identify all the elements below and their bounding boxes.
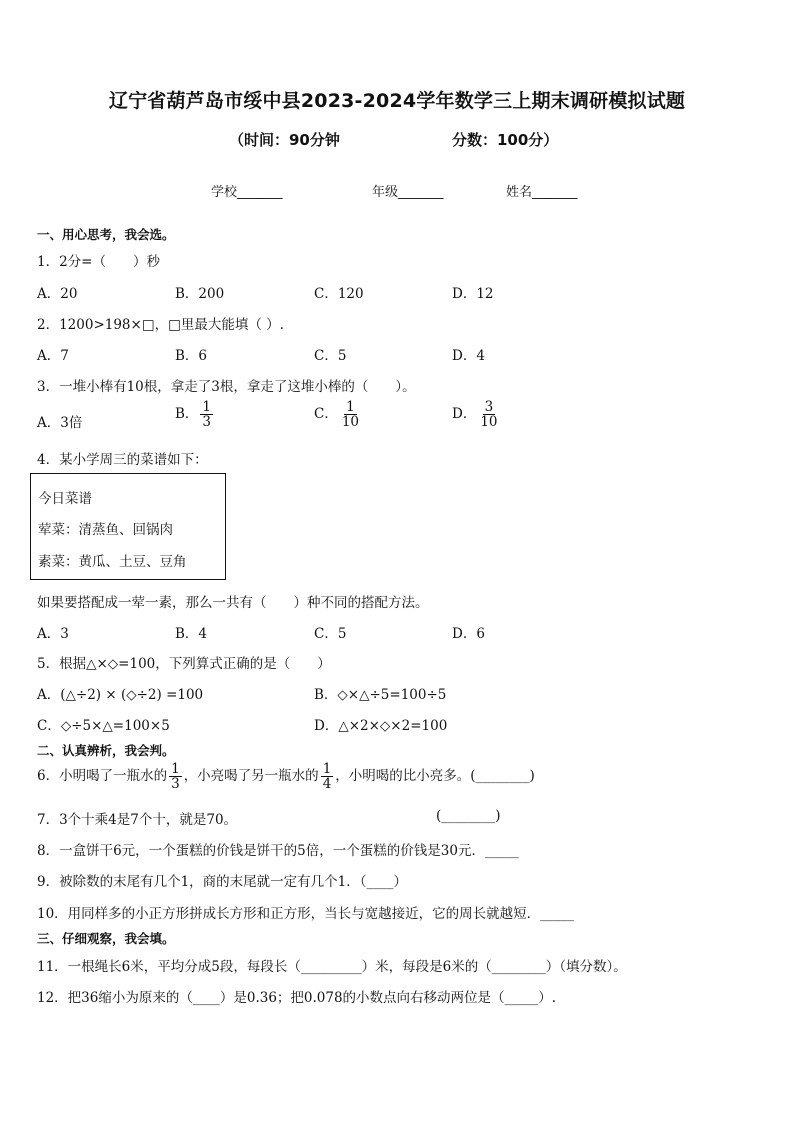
menu-meat-dishes: 荤菜：清蒸鱼、回锅肉 <box>38 522 173 538</box>
exam-score: 分数：100分） <box>452 131 559 149</box>
section-1-heading: 一、用心思考，我会选。 <box>37 227 175 242</box>
page-title: 辽宁省葫芦岛市绥中县2023-2024学年数学三上期末调研模拟试题 <box>108 90 686 112</box>
q6-fraction-1 <box>169 762 182 791</box>
q6-text-3: ，小明喝的比小亮多。(________) <box>335 768 535 785</box>
q3-option-d <box>452 400 502 429</box>
question-4-text: 如果要搭配成一荤一素，那么一共有（ ）种不同的搭配方法。 <box>37 595 429 611</box>
q2-option-d: D．4 <box>452 348 485 364</box>
q6-text-1: 6．小明喝了一瓶水的 <box>37 768 168 785</box>
question-10: 10．用同样多的小正方形拼成长方形和正方形，当长与宽越接近，它的周长就越短．_____ <box>37 906 574 922</box>
q1-option-d: D．12 <box>452 286 494 302</box>
fraction-numerator: 1 <box>171 761 180 777</box>
q5-option-d: D．△×2×◇×2=100 <box>314 718 448 734</box>
question-7: 7．3个十乘4是7个十，就是70。 <box>37 812 238 828</box>
fraction-numerator: 1 <box>322 761 332 777</box>
name-field: 姓名_______ <box>506 185 578 200</box>
q6-text-2: ，小亮喝了另一瓶水的 <box>183 768 319 785</box>
question-1: 1．2分=（ ）秒 <box>37 254 160 270</box>
q3-option-b <box>175 400 215 429</box>
q5-option-c: C．◇÷5×△=100×5 <box>37 718 170 734</box>
menu-veg-dishes: 素菜：黄瓜、土豆、豆角 <box>38 554 187 570</box>
fraction-denominator: 3 <box>171 776 180 793</box>
fraction-numerator: 1 <box>202 399 212 415</box>
q3-option-a: A．3倍 <box>37 415 83 431</box>
q2-option-c: C．5 <box>314 348 347 364</box>
fraction-denominator: 10 <box>480 414 498 431</box>
q3-option-c <box>314 400 363 429</box>
exam-time: （时间：90分钟 <box>229 131 340 149</box>
menu-title: 今日菜谱 <box>38 491 92 507</box>
q3-option-d-fraction <box>478 400 499 429</box>
question-12: 12．把36缩小为原来的（____）是0.36；把0.078的小数点向右移动两位是（_____）. <box>37 990 557 1006</box>
question-9: 9．被除数的末尾有几个1，商的末尾就一定有几个1．（____） <box>37 874 408 890</box>
q5-option-b: B．◇×△÷5=100÷5 <box>314 687 447 703</box>
fraction-denominator: 10 <box>341 414 360 431</box>
fraction-denominator: 4 <box>322 776 332 793</box>
q1-option-b: B．200 <box>175 286 225 302</box>
q5-option-a: A．(△÷2) × (◇÷2) =100 <box>37 687 204 703</box>
q4-option-d: D．6 <box>452 626 485 642</box>
q3-option-d-label: D． <box>452 406 477 423</box>
q6-fraction-2 <box>321 762 334 791</box>
section-2-heading: 二、认真辨析，我会判。 <box>37 743 175 758</box>
q3-option-c-label: C． <box>314 406 338 423</box>
question-2: 2．1200>198×□，□里最大能填（ ）. <box>37 317 284 333</box>
q1-option-a: A．20 <box>37 286 78 302</box>
q4-option-a: A．3 <box>37 626 69 642</box>
fraction-numerator: 1 <box>346 399 355 415</box>
fraction-numerator: 3 <box>484 399 494 415</box>
question-6 <box>37 762 535 791</box>
q3-option-c-fraction <box>340 400 361 429</box>
question-8: 8．一盒饼干6元，一个蛋糕的价钱是饼干的5倍，一个蛋糕的价钱是30元．_____ <box>37 843 519 859</box>
question-5: 5．根据△×◇=100，下列算式正确的是（ ） <box>37 656 331 672</box>
school-field: 学校_______ <box>211 185 283 200</box>
question-3: 3．一堆小棒有10根，拿走了3根，拿走了这堆小棒的（ ）。 <box>37 379 416 395</box>
question-11: 11．一根绳长6米，平均分成5段，每段长（_________）米，每段是6米的（________）（填分数）。 <box>37 959 627 975</box>
q2-option-a: A．7 <box>37 348 69 364</box>
q2-option-b: B．6 <box>175 348 208 364</box>
q3-option-b-label: B． <box>175 406 199 423</box>
section-3-heading: 三、仔细观察，我会填。 <box>37 931 175 946</box>
q4-option-c: C．5 <box>314 626 347 642</box>
question-4: 4．某小学周三的菜谱如下： <box>37 452 208 468</box>
fraction-denominator: 3 <box>202 414 212 431</box>
q3-option-b-fraction <box>200 400 213 429</box>
grade-field: 年级_______ <box>372 185 444 200</box>
q4-option-b: B．4 <box>175 626 208 642</box>
q1-option-c: C．120 <box>314 286 364 302</box>
q7-answer-blank: (________) <box>436 808 501 824</box>
